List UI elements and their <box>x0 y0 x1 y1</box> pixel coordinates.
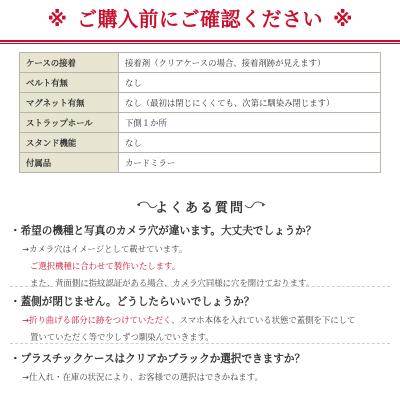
spec-table <box>19 52 381 173</box>
faq-item <box>10 295 400 343</box>
reference-mark-right: ※ <box>333 7 353 31</box>
faq-header <box>0 196 400 216</box>
faq-item <box>10 224 400 289</box>
spec-label: ケースの接着 <box>20 53 119 73</box>
faq-question: ・プラスチックケースはクリアかブラックか選択できますか？ <box>10 353 306 365</box>
faq-answer-line <box>10 314 400 326</box>
spec-label: スタンド機能 <box>20 133 119 153</box>
spec-value: なし（最初は閉じにくくても、次第に馴染み閉じます） <box>119 93 381 113</box>
faq-title: よくある質問 <box>154 200 245 216</box>
faq-answer-highlight: ご選択機種に合わせて製作いたします。 <box>30 261 181 271</box>
table-row <box>20 53 381 73</box>
table-row <box>20 133 381 153</box>
banner-title: ご購入前にご確認ください <box>77 7 323 31</box>
flourish-right-icon <box>244 200 266 210</box>
spec-label: ストラップホール <box>20 113 119 133</box>
table-row <box>20 73 381 93</box>
banner-divider-bottom <box>0 43 400 44</box>
table-row <box>20 93 381 113</box>
spec-value: なし <box>119 73 381 93</box>
faq-divider <box>10 286 390 287</box>
spec-value: 接着剤（クリアケースの場合、接着剤跡が見えます） <box>119 53 381 73</box>
table-row <box>20 113 381 133</box>
spec-label: 付属品 <box>20 153 119 173</box>
notice-banner <box>0 0 400 38</box>
faq-answer-text: 、スマホ本体を入れている状態で蓋側を下にして <box>171 315 356 325</box>
table-row <box>20 153 381 173</box>
spec-label: マグネット有無 <box>20 93 119 113</box>
spec-value: カードミラー <box>119 153 381 173</box>
spec-value: 下側１か所 <box>119 113 381 133</box>
faq-item <box>10 352 400 383</box>
faq-answer-line: 置いていただく等で少しずつ馴染んでいきます。 <box>30 332 214 342</box>
faq-answer-line: また、背面側に指紋認証がある場合、カメラ穴同様に穴を開けております。 <box>30 278 315 288</box>
faq-question: ・蓋側が閉じません。どうしたらいいでしょうか？ <box>10 296 255 308</box>
spec-label: ベルト有無 <box>20 73 119 93</box>
reference-mark-left: ※ <box>47 7 67 31</box>
faq-question: ・希望の機種と写真のカメラ穴が違います。大丈夫でしょうか？ <box>10 225 317 237</box>
spec-value: なし <box>119 133 381 153</box>
faq-divider <box>10 343 390 344</box>
faq-answer-line: →カメラ穴はイメージとして載せています。 <box>22 244 188 254</box>
faq-answer-line: →仕入れ・在庫の状況により、お客様での選択はできかねます。 <box>22 372 263 382</box>
banner-divider-top <box>0 40 400 42</box>
faq-answer-highlight: →折り曲げる部分に跡をつけていただく <box>22 315 172 325</box>
